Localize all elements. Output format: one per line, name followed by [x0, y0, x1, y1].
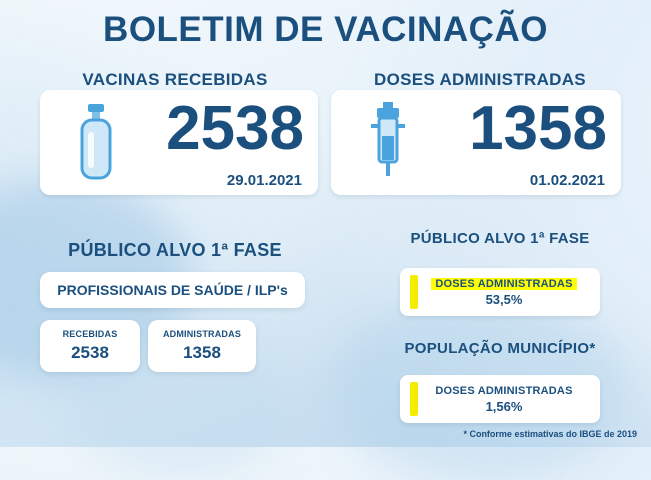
doses-administradas-date: 01.02.2021 [529, 172, 605, 189]
stat-box-publico-alvo [400, 268, 600, 316]
accent-bar [410, 382, 418, 416]
stat-populacao-label: DOSES ADMINISTRADAS [435, 384, 573, 397]
profissionais-saude-card [40, 272, 305, 308]
mini-stat-administradas-value: 1358 [183, 343, 221, 362]
accent-bar [410, 275, 418, 309]
mini-stat-recebidas [40, 320, 140, 372]
stat-box-populacao-municipio [400, 375, 600, 423]
footnote: * Conforme estimativas do IBGE de 2019 [463, 429, 637, 439]
section-heading-vacinas-recebidas: VACINAS RECEBIDAS [82, 70, 268, 89]
section-heading-populacao-municipio: POPULAÇÃO MUNICÍPIO* [404, 340, 596, 357]
stat-publico-alvo-label: DOSES ADMINISTRADAS [431, 278, 576, 290]
profissionais-saude-label: PROFISSIONAIS DE SAÚDE / ILP's [57, 282, 288, 298]
panel-vacinas-recebidas [40, 90, 318, 195]
vacinas-recebidas-value: 2538 [166, 94, 304, 163]
syringe-icon [357, 102, 417, 182]
page-title: BOLETIM DE VACINAÇÃO [103, 10, 548, 49]
vaccine-bottle-icon [66, 102, 126, 182]
mini-stat-administradas-label: ADMINISTRADAS [162, 329, 242, 339]
mini-stat-administradas [148, 320, 256, 372]
stat-publico-alvo-value: 53,5% [485, 291, 523, 307]
section-heading-doses-administradas: DOSES ADMINISTRADAS [374, 70, 586, 89]
mini-stat-recebidas-label: RECEBIDAS [62, 329, 118, 339]
section-heading-publico-alvo-left: PÚBLICO ALVO 1ª FASE [68, 240, 282, 260]
vacinas-recebidas-date: 29.01.2021 [226, 172, 302, 189]
stat-populacao-value: 1,56% [485, 398, 523, 414]
section-heading-publico-alvo-right: PÚBLICO ALVO 1ª FASE [410, 230, 590, 247]
doses-administradas-value: 1358 [469, 94, 607, 163]
panel-doses-administradas [331, 90, 621, 195]
mini-stat-recebidas-value: 2538 [71, 343, 109, 362]
